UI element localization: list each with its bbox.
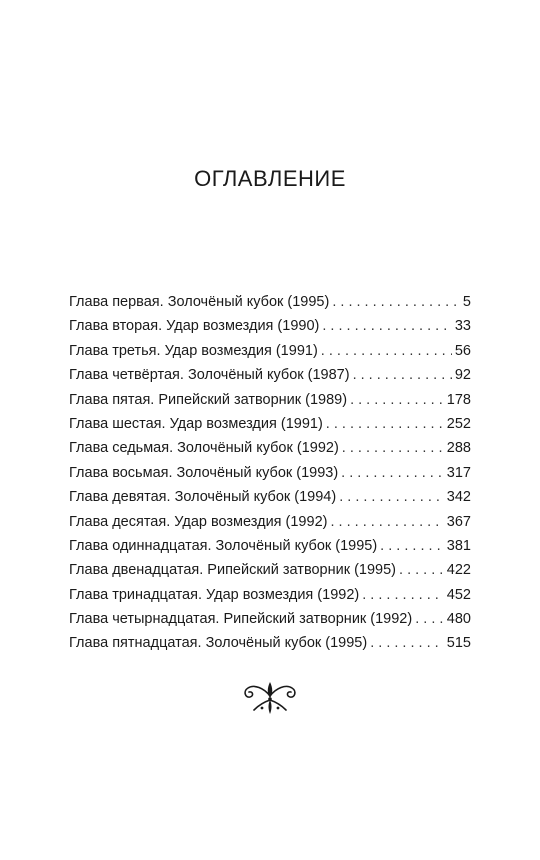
dot-leader	[322, 314, 452, 338]
toc-entry-page: 515	[446, 635, 471, 652]
toc-entry-page: 480	[446, 611, 471, 628]
toc-entry-page: 452	[446, 586, 471, 603]
toc-entry-label: Глава шестая. Удар возмездия (1991)	[69, 415, 323, 432]
dot-leader	[330, 510, 443, 534]
dot-leader	[370, 631, 444, 655]
toc-entry-label: Глава пятнадцатая. Золочёный кубок (1995)	[69, 635, 368, 652]
dot-leader	[353, 363, 452, 387]
page-title: ОГЛАВЛЕНИЕ	[194, 166, 346, 191]
dot-leader	[339, 485, 444, 509]
toc-entry-label: Глава одиннадцатая. Золочёный кубок (1995)	[69, 537, 378, 554]
toc-entry[interactable]	[69, 631, 471, 655]
dot-leader	[380, 534, 444, 558]
dot-leader	[342, 436, 444, 460]
toc-entry[interactable]	[69, 558, 471, 582]
toc-entry-label: Глава третья. Удар возмездия (1991)	[69, 342, 318, 359]
dot-leader	[399, 558, 444, 582]
toc-entry-label: Глава четырнадцатая. Рипейский затворник (1992)	[69, 611, 413, 628]
toc-entry-page: 317	[446, 464, 471, 481]
toc-entry-page: 33	[454, 318, 471, 335]
dot-leader	[362, 583, 444, 607]
dot-leader	[415, 607, 444, 631]
toc-entry-page: 92	[454, 367, 471, 384]
toc-entry-page: 422	[446, 562, 471, 579]
toc-entry[interactable]	[69, 510, 471, 534]
toc-entry[interactable]	[69, 461, 471, 485]
table-of-contents	[69, 290, 471, 656]
toc-entry-page: 178	[446, 391, 471, 408]
toc-entry-label: Глава двенадцатая. Рипейский затворник (1995)	[69, 562, 397, 579]
toc-entry[interactable]	[69, 607, 471, 631]
toc-entry-label: Глава тринадцатая. Удар возмездия (1992)	[69, 586, 360, 603]
toc-entry-page: 342	[446, 489, 471, 506]
toc-entry-page: 288	[446, 440, 471, 457]
toc-entry-label: Глава пятая. Рипейский затворник (1989)	[69, 391, 348, 408]
toc-entry[interactable]	[69, 485, 471, 509]
toc-entry[interactable]	[69, 290, 471, 314]
toc-entry[interactable]	[69, 583, 471, 607]
toc-entry[interactable]	[69, 314, 471, 338]
toc-entry-page: 56	[454, 342, 471, 359]
toc-entry-page: 252	[446, 415, 471, 432]
toc-entry[interactable]	[69, 339, 471, 363]
toc-entry[interactable]	[69, 436, 471, 460]
dot-leader	[341, 461, 444, 485]
toc-entry-page: 5	[462, 294, 471, 310]
dot-leader	[326, 412, 444, 436]
toc-entry-label: Глава вторая. Удар возмездия (1990)	[69, 318, 320, 335]
dot-leader	[332, 290, 460, 314]
toc-entry[interactable]	[69, 534, 471, 558]
dot-leader	[321, 339, 452, 363]
toc-entry[interactable]	[69, 412, 471, 436]
dot-leader	[350, 388, 444, 412]
toc-entry-label: Глава девятая. Золочёный кубок (1994)	[69, 489, 337, 506]
toc-entry-page: 367	[446, 513, 471, 530]
toc-entry-label: Глава восьмая. Золочёный кубок (1993)	[69, 464, 339, 481]
toc-entry-label: Глава седьмая. Золочёный кубок (1992)	[69, 440, 339, 457]
toc-entry[interactable]	[69, 388, 471, 412]
toc-entry-label: Глава первая. Золочёный кубок (1995)	[69, 294, 330, 310]
fleuron-ornament-icon	[240, 676, 300, 718]
toc-entry[interactable]	[69, 363, 471, 387]
toc-entry-label: Глава десятая. Удар возмездия (1992)	[69, 513, 328, 530]
toc-entry-label: Глава четвёртая. Золочёный кубок (1987)	[69, 367, 350, 384]
toc-entry-page: 381	[446, 537, 471, 554]
